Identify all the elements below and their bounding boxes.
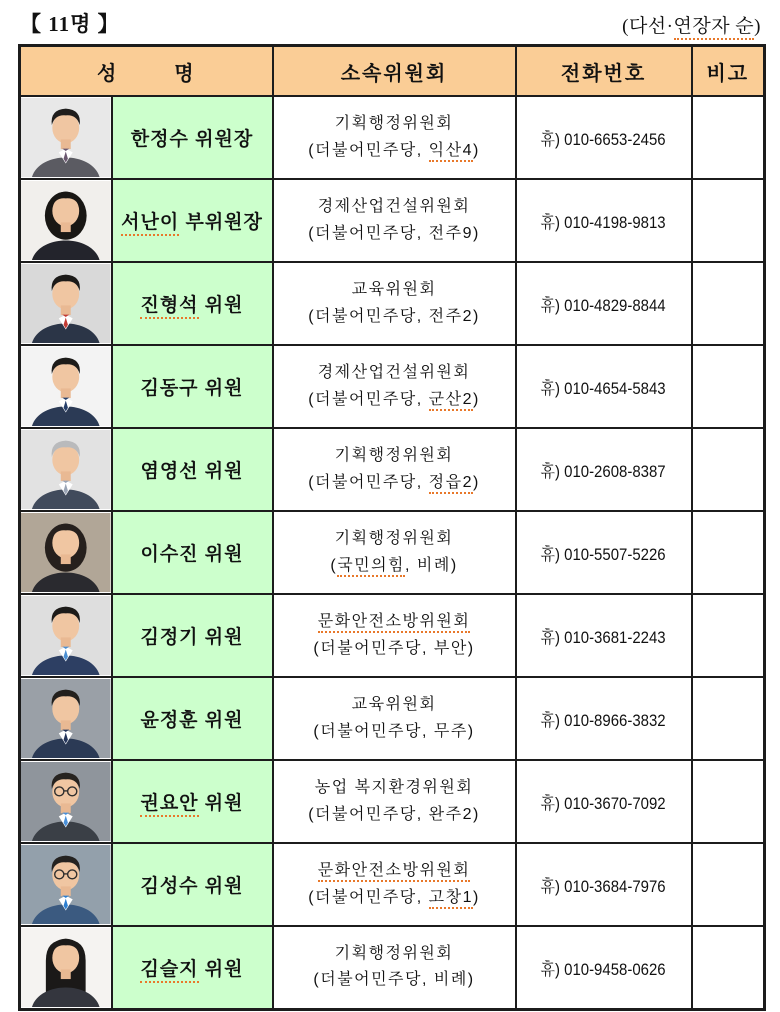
member-photo [20, 345, 112, 428]
committee-name-line: 경제산업건설위원회 [317, 364, 471, 382]
member-row [20, 760, 765, 843]
member-row [20, 677, 765, 760]
portrait-photo-placeholder [21, 762, 111, 841]
member-row [20, 594, 765, 677]
member-row [20, 179, 765, 262]
member-note [692, 262, 765, 345]
member-committee [273, 345, 516, 428]
party-district-line: (더불어민주당, 군산2) [275, 387, 514, 413]
portrait-photo-placeholder [21, 181, 111, 260]
committee-name-line: 문화안전소방위원회 [275, 609, 514, 635]
member-committee [273, 511, 516, 594]
member-name: 김정기 위원 [112, 594, 273, 677]
member-name: 윤정훈 위원 [112, 677, 273, 760]
sort-order-note-underlined: 연장자 순 [674, 16, 755, 40]
party-district-line: (더불어민주당, 전주2) [308, 307, 480, 325]
member-phone [516, 179, 692, 262]
committee-name-line: 기획행정위원회 [334, 530, 454, 548]
member-photo [20, 926, 112, 1009]
party-district-line: (더불어민주당, 완주2) [308, 805, 480, 823]
portrait-photo-placeholder [21, 679, 111, 758]
portrait-photo-placeholder [21, 430, 111, 509]
sort-order-note-suffix: ) [754, 16, 761, 37]
member-name: 김성수 위원 [112, 843, 273, 926]
phone-number: 휴) 010-8966-3832 [540, 711, 667, 730]
member-row [20, 96, 765, 179]
portrait-photo-placeholder [21, 347, 111, 426]
phone-number: 휴) 010-9458-0626 [540, 959, 667, 979]
member-photo [20, 843, 112, 926]
phone-number: 휴) 010-4829-8844 [540, 296, 667, 315]
member-committee [273, 96, 516, 179]
portrait-photo-placeholder [21, 928, 111, 1007]
member-name: 김슬지 위원 [112, 926, 273, 1009]
member-committee [273, 677, 516, 760]
member-name: 이수진 위원 [112, 511, 273, 594]
party-district-line: (더불어민주당, 부안) [313, 639, 475, 657]
member-note [692, 594, 765, 677]
member-phone [516, 926, 692, 1009]
member-row [20, 511, 765, 594]
member-photo [20, 594, 112, 677]
party-district-line: (더불어민주당, 무주) [313, 722, 475, 740]
member-photo [20, 179, 112, 262]
phone-number: 휴) 010-4654-5843 [540, 379, 667, 398]
member-photo [20, 428, 112, 511]
member-committee [273, 843, 516, 926]
party-district-line: (더불어민주당, 전주9) [308, 224, 480, 242]
portrait-photo-placeholder [21, 513, 111, 592]
portrait-photo-placeholder [21, 845, 111, 924]
member-name: 서난이 부위원장 [112, 179, 273, 262]
member-note [692, 511, 765, 594]
member-note [692, 345, 765, 428]
member-phone [516, 96, 692, 179]
portrait-photo-placeholder [21, 264, 111, 343]
portrait-photo-placeholder [21, 98, 111, 177]
phone-number: 휴) 010-4198-9813 [540, 213, 667, 232]
member-phone [516, 594, 692, 677]
member-committee [273, 262, 516, 345]
member-row [20, 843, 765, 926]
member-note [692, 179, 765, 262]
committee-name-line: 교육위원회 [351, 281, 437, 299]
member-note [692, 428, 765, 511]
member-roster-table [18, 44, 766, 1011]
member-photo [20, 760, 112, 843]
party-district-line: (더불어민주당, 익산4) [275, 138, 514, 164]
member-photo [20, 262, 112, 345]
party-district-line: (국민의힘, 비례) [275, 553, 514, 579]
member-phone [516, 345, 692, 428]
header-committee: 소속위원회 [273, 46, 516, 97]
caption-bar [18, 6, 763, 44]
member-committee [273, 760, 516, 843]
committee-name-line: 경제산업건설위원회 [317, 198, 471, 216]
member-committee [273, 926, 516, 1009]
member-phone [516, 428, 692, 511]
member-note [692, 926, 765, 1009]
member-note [692, 677, 765, 760]
member-name: 진형석 위원 [112, 262, 273, 345]
party-district-line: (더불어민주당, 정읍2) [275, 470, 514, 496]
member-committee [273, 179, 516, 262]
member-name: 권요안 위원 [112, 760, 273, 843]
member-row [20, 926, 765, 1009]
portrait-photo-placeholder [21, 596, 111, 675]
member-photo [20, 677, 112, 760]
member-phone [516, 511, 692, 594]
member-name: 한정수 위원장 [112, 96, 273, 179]
committee-name-line: 기획행정위원회 [334, 115, 454, 133]
phone-number: 휴) 010-5507-5226 [540, 545, 667, 564]
member-row [20, 428, 765, 511]
committee-name-line: 기획행정위원회 [334, 944, 454, 962]
member-row [20, 345, 765, 428]
header-phone: 전화번호 [516, 46, 692, 97]
member-note [692, 843, 765, 926]
member-note [692, 96, 765, 179]
member-name: 김동구 위원 [112, 345, 273, 428]
committee-name-line: 교육위원회 [351, 696, 437, 714]
committee-name-line: 농업 복지환경위원회 [314, 779, 474, 797]
sort-order-note [622, 11, 761, 38]
header-note: 비고 [692, 46, 765, 97]
sort-order-note-prefix: (다선· [622, 16, 674, 37]
phone-number: 휴) 010-3681-2243 [540, 628, 667, 647]
phone-number: 휴) 010-3684-7976 [540, 877, 667, 896]
phone-number: 휴) 010-6653-2456 [540, 130, 667, 149]
phone-number: 휴) 010-2608-8387 [540, 462, 667, 481]
party-district-line: (더불어민주당, 고창1) [275, 885, 514, 911]
member-phone [516, 262, 692, 345]
member-photo [20, 96, 112, 179]
committee-name-line: 문화안전소방위원회 [275, 858, 514, 884]
member-phone [516, 760, 692, 843]
member-committee [273, 594, 516, 677]
phone-number: 휴) 010-3670-7092 [540, 794, 667, 813]
party-district-line: (더불어민주당, 비례) [313, 971, 475, 989]
member-phone [516, 843, 692, 926]
header-row [20, 46, 765, 97]
member-phone [516, 677, 692, 760]
member-count-label: 【 11명 】 [20, 12, 120, 36]
member-photo [20, 511, 112, 594]
member-note [692, 760, 765, 843]
committee-name-line: 기획행정위원회 [334, 447, 454, 465]
member-committee [273, 428, 516, 511]
member-name: 염영선 위원 [112, 428, 273, 511]
member-row [20, 262, 765, 345]
header-name: 성 명 [20, 46, 273, 97]
